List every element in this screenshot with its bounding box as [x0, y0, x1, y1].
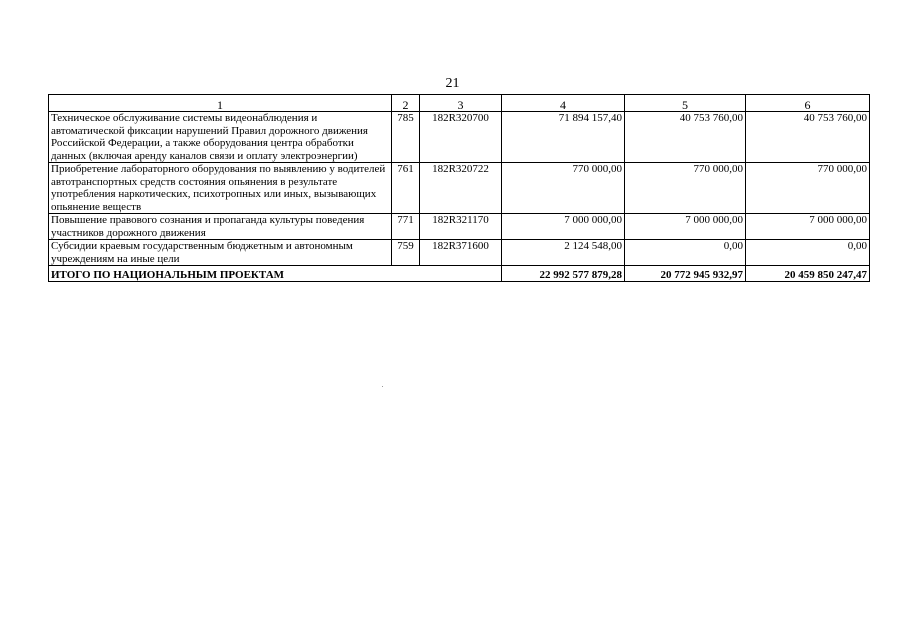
row-grbs-code: 771: [392, 214, 420, 240]
row-grbs-code: 785: [392, 112, 420, 163]
row-csr-code: 182R371600: [420, 240, 502, 266]
budget-table: [48, 94, 870, 282]
row-description: Техническое обслуживание системы видеонаблюдения и автоматической фиксации нарушений Правил дорожного движения Российской Федерации, а также оборудования центра обработки данных (включая аренду каналов связи и оплату электроэнергии): [49, 112, 392, 163]
stray-dot: [382, 386, 383, 387]
row-grbs-code: 759: [392, 240, 420, 266]
row-description: Повышение правового сознания и пропаганда культуры поведения участников дорожного движения: [49, 214, 392, 240]
row-csr-code: 182R320722: [420, 163, 502, 214]
row-value-col6: 40 753 760,00: [746, 112, 870, 163]
total-value-col6: 20 459 850 247,47: [746, 266, 870, 282]
column-header-5: 5: [625, 95, 746, 112]
row-description: Приобретение лабораторного оборудования по выявлению у водителей автотранспортных средств состояния опьянения в результате употребления наркотических, психотропных или иных, вызывающих опьянение веществ: [49, 163, 392, 214]
table-row: [49, 112, 870, 163]
table-row: [49, 163, 870, 214]
row-value-col5: 0,00: [625, 240, 746, 266]
total-row: [49, 266, 870, 282]
column-header-3: 3: [420, 95, 502, 112]
table-row: [49, 240, 870, 266]
row-description: Субсидии краевым государственным бюджетным и автономным учреждениям на иные цели: [49, 240, 392, 266]
column-header-4: 4: [502, 95, 625, 112]
total-value-col5: 20 772 945 932,97: [625, 266, 746, 282]
column-header-2: 2: [392, 95, 420, 112]
row-value-col6: 0,00: [746, 240, 870, 266]
row-csr-code: 182R320700: [420, 112, 502, 163]
row-value-col5: 770 000,00: [625, 163, 746, 214]
total-label: ИТОГО ПО НАЦИОНАЛЬНЫМ ПРОЕКТАМ: [49, 266, 502, 282]
row-value-col6: 770 000,00: [746, 163, 870, 214]
row-value-col4: 770 000,00: [502, 163, 625, 214]
column-header-6: 6: [746, 95, 870, 112]
row-value-col4: 2 124 548,00: [502, 240, 625, 266]
row-value-col5: 7 000 000,00: [625, 214, 746, 240]
table-row: [49, 214, 870, 240]
row-value-col4: 7 000 000,00: [502, 214, 625, 240]
page-number: 21: [445, 76, 460, 91]
row-grbs-code: 761: [392, 163, 420, 214]
table-header-row: [49, 95, 870, 112]
row-value-col5: 40 753 760,00: [625, 112, 746, 163]
row-value-col4: 71 894 157,40: [502, 112, 625, 163]
total-value-col4: 22 992 577 879,28: [502, 266, 625, 282]
row-csr-code: 182R321170: [420, 214, 502, 240]
column-header-1: 1: [49, 95, 392, 112]
row-value-col6: 7 000 000,00: [746, 214, 870, 240]
